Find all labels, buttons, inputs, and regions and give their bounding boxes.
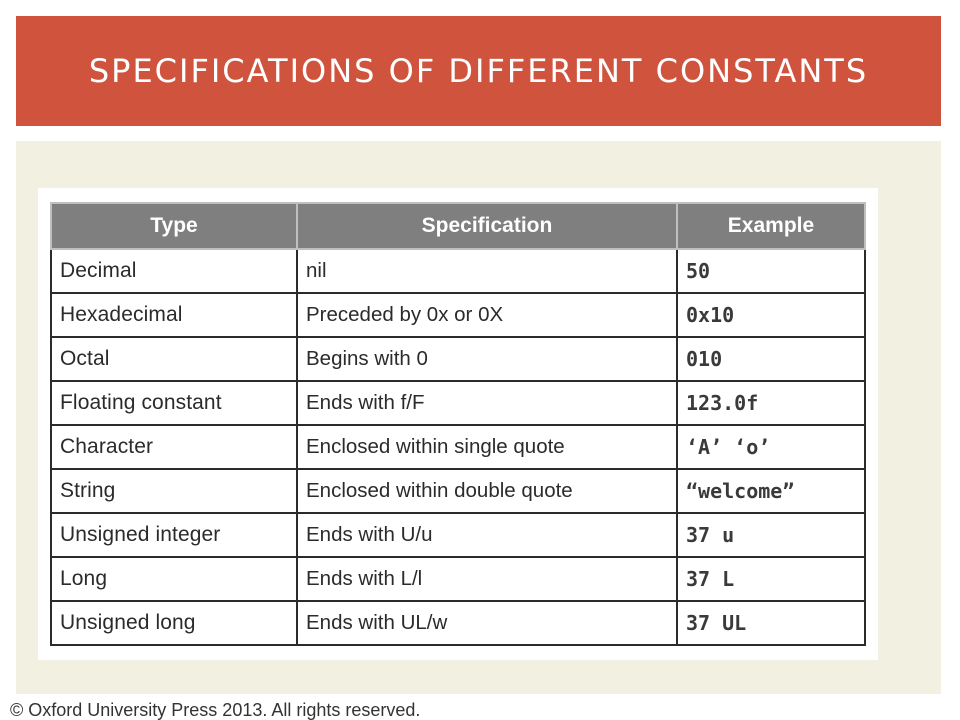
table-row (51, 381, 865, 425)
table-row (51, 293, 865, 337)
cell-specification: Ends with UL/w (297, 601, 677, 645)
table-frame (38, 188, 878, 660)
cell-example: ‘A’ ‘o’ (677, 425, 865, 469)
table-row (51, 425, 865, 469)
header-type: Type (51, 203, 297, 249)
slide-title: SPECIFICATIONS OF DIFFERENT CONSTANTS (88, 52, 869, 90)
cell-type: Hexadecimal (51, 293, 297, 337)
table-header-row (51, 203, 865, 249)
copyright-footer: © Oxford University Press 2013. All rights reserved. (10, 700, 421, 720)
cell-example: 37 UL (677, 601, 865, 645)
title-bar (16, 16, 941, 126)
table-row (51, 557, 865, 601)
constants-table (50, 202, 866, 646)
cell-example: 0x10 (677, 293, 865, 337)
table-row (51, 601, 865, 645)
cell-specification: Enclosed within single quote (297, 425, 677, 469)
cell-type: Octal (51, 337, 297, 381)
header-example: Example (677, 203, 865, 249)
cell-specification: Ends with f/F (297, 381, 677, 425)
cell-example: 37 u (677, 513, 865, 557)
cell-example: 123.0f (677, 381, 865, 425)
cell-type: Character (51, 425, 297, 469)
cell-specification: Ends with L/l (297, 557, 677, 601)
cell-type: Floating constant (51, 381, 297, 425)
cell-example: 010 (677, 337, 865, 381)
cell-specification: Preceded by 0x or 0X (297, 293, 677, 337)
cell-type: Long (51, 557, 297, 601)
cell-specification: Enclosed within double quote (297, 469, 677, 513)
cell-type: Unsigned long (51, 601, 297, 645)
table-row (51, 469, 865, 513)
cell-type: String (51, 469, 297, 513)
cell-specification: Begins with 0 (297, 337, 677, 381)
cell-example: “welcome” (677, 469, 865, 513)
content-panel (16, 141, 941, 694)
table-row (51, 513, 865, 557)
cell-type: Unsigned integer (51, 513, 297, 557)
cell-example: 50 (677, 249, 865, 293)
cell-specification: nil (297, 249, 677, 293)
cell-type: Decimal (51, 249, 297, 293)
cell-specification: Ends with U/u (297, 513, 677, 557)
header-specification: Specification (297, 203, 677, 249)
cell-example: 37 L (677, 557, 865, 601)
table-row (51, 249, 865, 293)
table-row (51, 337, 865, 381)
